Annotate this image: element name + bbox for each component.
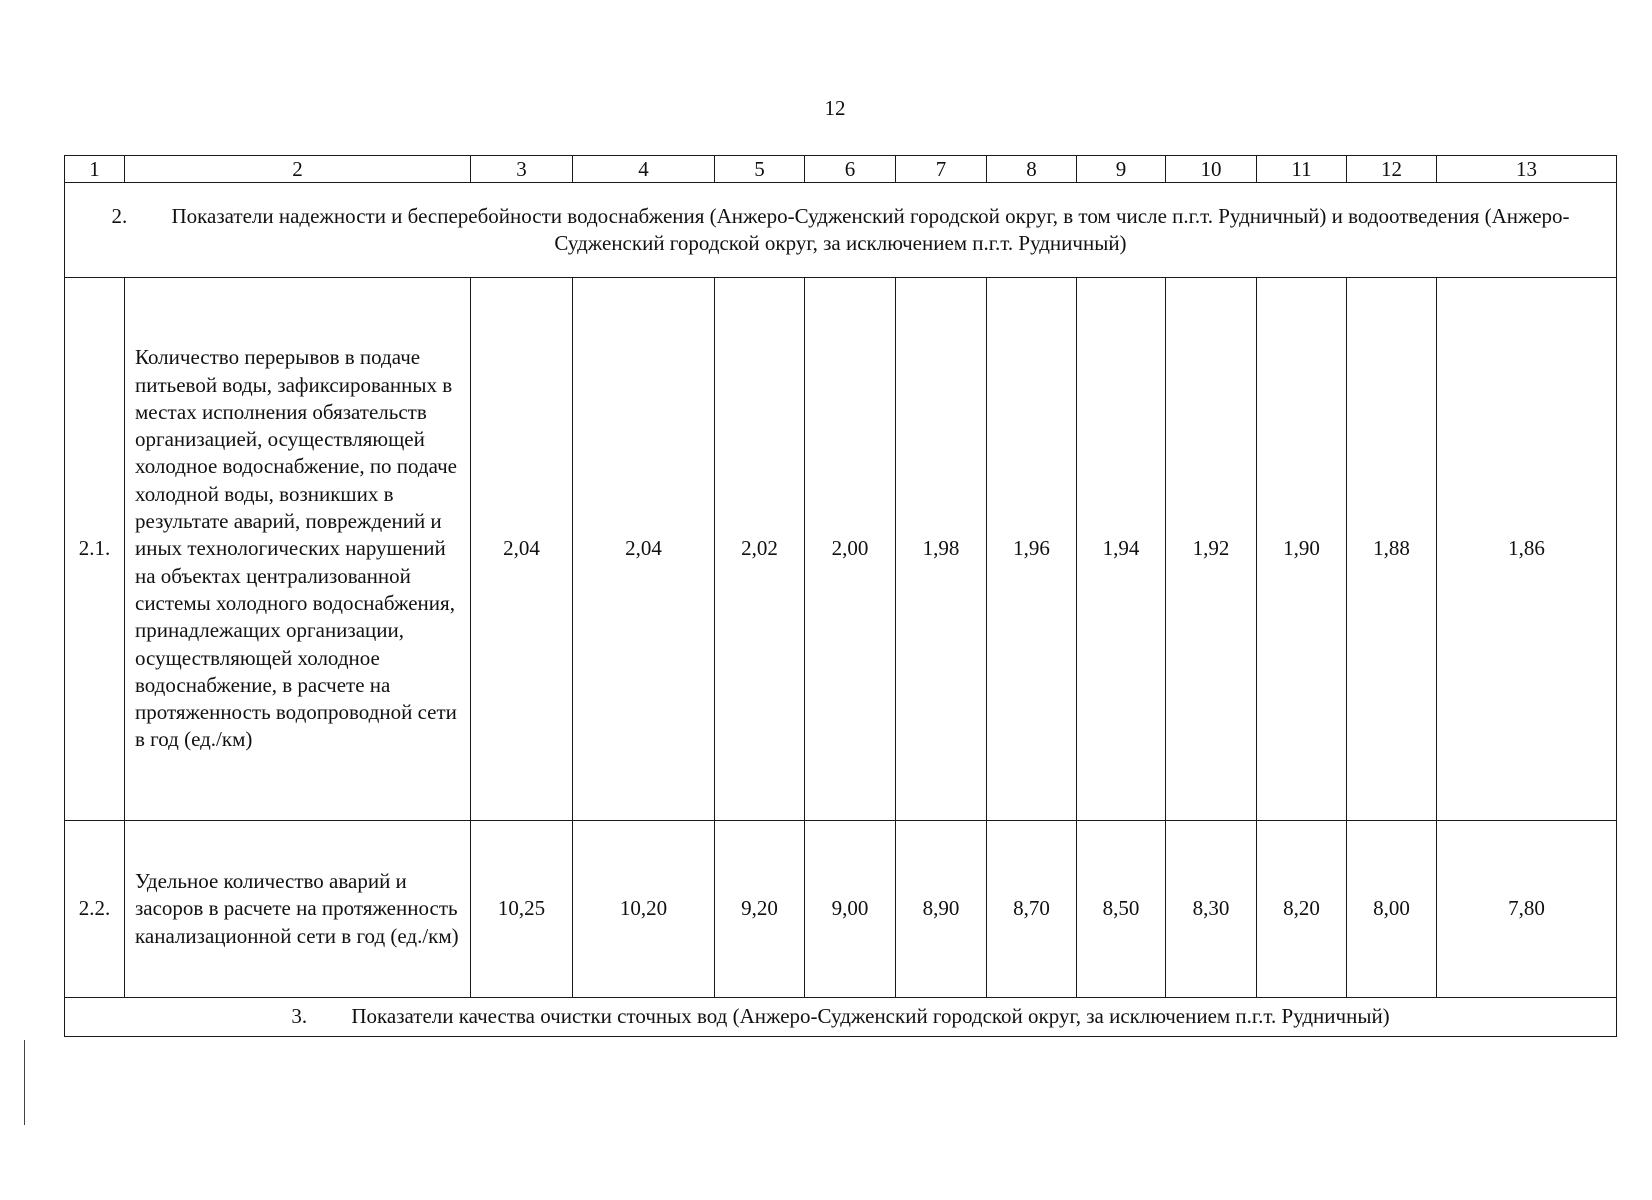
value-cell: 9,20 (715, 821, 805, 998)
section-3-cell (65, 998, 1617, 1037)
column-header: 4 (573, 156, 715, 183)
column-header: 3 (471, 156, 573, 183)
value-cell: 8,00 (1347, 821, 1437, 998)
column-header: 10 (1166, 156, 1257, 183)
value-cell: 10,25 (471, 821, 573, 998)
value-cell: 1,86 (1437, 278, 1617, 821)
value-cell: 8,20 (1257, 821, 1347, 998)
column-header: 12 (1347, 156, 1437, 183)
section-2-title: Показатели надежности и бесперебойности водоснабжения (Анжеро-Судженский городской округ, в том числе п.г.т. Рудничный) и водоотведения (Анжеро-Судженский городской округ, за исключением п.г.т. Рудничный) (171, 203, 1570, 255)
row-description: Количество перерывов в подаче питьевой воды, зафиксированных в местах исполнения обязательств организацией, осуществляющей холодное водоснабжение, по подаче холодной воды, возникших в результате аварий, повреждений и иных технологических нарушений на объектах централизованной системы холодного водоснабжения, принадлежащих организации, осуществляющей холодное водоснабжение, в расчете на протяженность водопроводной сети в год (ед./км) (125, 278, 471, 821)
value-cell: 9,00 (805, 821, 896, 998)
indicators-table (64, 155, 1617, 1037)
scan-margin-line (24, 1040, 25, 1125)
row-number: 2.1. (65, 278, 125, 821)
table-row (65, 278, 1617, 821)
row-number: 2.2. (65, 821, 125, 998)
section-3-title: Показатели качества очистки сточных вод (Анжеро-Судженский городской округ, за исключением п.г.т. Рудничный) (351, 1004, 1390, 1029)
section-2-number: 2. (111, 203, 128, 228)
value-cell: 2,02 (715, 278, 805, 821)
column-header: 11 (1257, 156, 1347, 183)
section-2-cell (65, 183, 1617, 278)
section-2-row (65, 183, 1617, 278)
column-number-row (65, 156, 1617, 183)
section-3-row (65, 998, 1617, 1037)
row-description: Удельное количество аварий и засоров в расчете на протяженность канализационной сети в год (ед./км) (125, 821, 471, 998)
column-header: 9 (1077, 156, 1166, 183)
column-header: 6 (805, 156, 896, 183)
value-cell: 8,30 (1166, 821, 1257, 998)
column-header: 2 (125, 156, 471, 183)
column-header: 1 (65, 156, 125, 183)
column-header: 13 (1437, 156, 1617, 183)
value-cell: 1,92 (1166, 278, 1257, 821)
value-cell: 1,98 (896, 278, 987, 821)
value-cell: 2,00 (805, 278, 896, 821)
value-cell: 1,94 (1077, 278, 1166, 821)
value-cell: 2,04 (471, 278, 573, 821)
table-row (65, 821, 1617, 998)
column-header: 5 (715, 156, 805, 183)
value-cell: 1,88 (1347, 278, 1437, 821)
value-cell: 7,80 (1437, 821, 1617, 998)
column-header: 8 (987, 156, 1077, 183)
value-cell: 1,90 (1257, 278, 1347, 821)
value-cell: 2,04 (573, 278, 715, 821)
page-number: 12 (824, 96, 846, 120)
value-cell: 1,96 (987, 278, 1077, 821)
value-cell: 8,70 (987, 821, 1077, 998)
value-cell: 10,20 (573, 821, 715, 998)
column-header: 7 (896, 156, 987, 183)
value-cell: 8,50 (1077, 821, 1166, 998)
value-cell: 8,90 (896, 821, 987, 998)
section-3-number: 3. (291, 1004, 308, 1029)
